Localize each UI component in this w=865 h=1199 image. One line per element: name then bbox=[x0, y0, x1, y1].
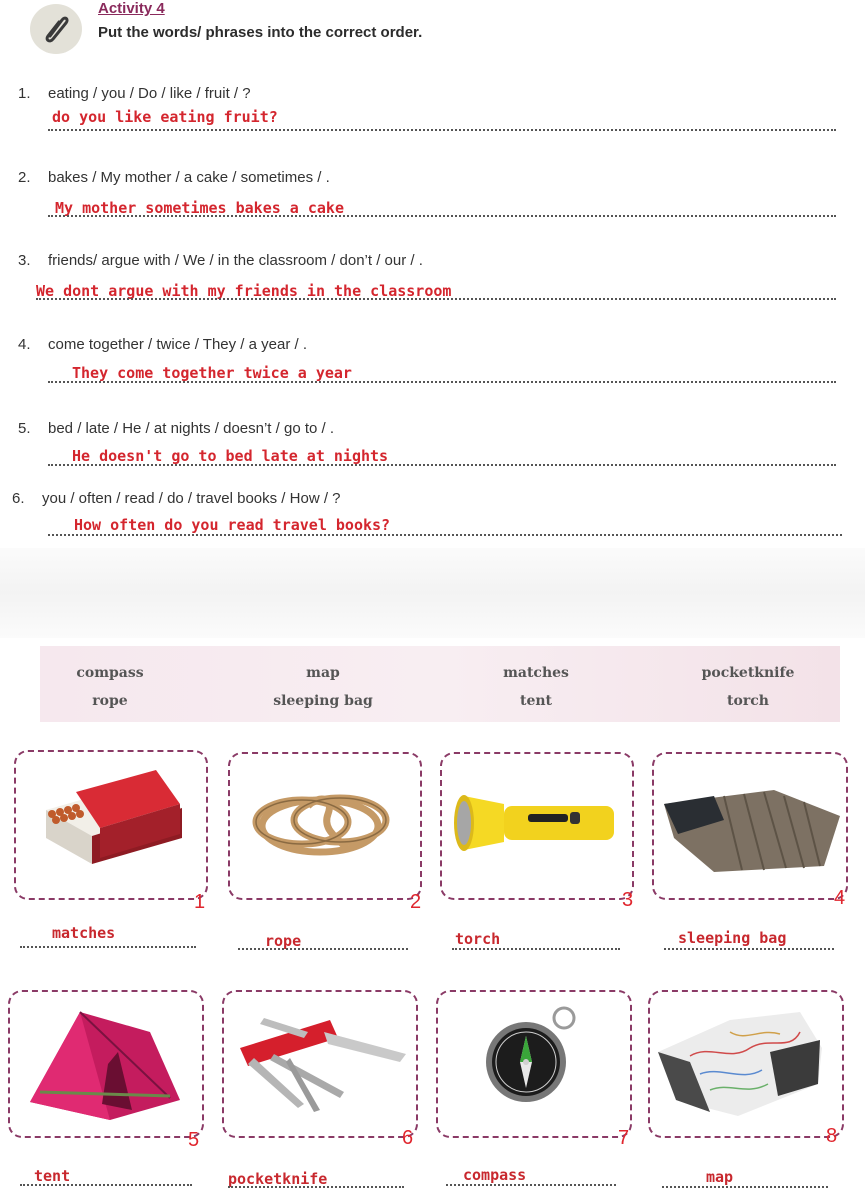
word-bank-item: compass bbox=[76, 665, 144, 681]
word-bank-item: torch bbox=[727, 693, 769, 709]
picture-card-8 bbox=[648, 990, 844, 1138]
card-answer-line-4 bbox=[664, 948, 834, 950]
question-number: 1. bbox=[18, 85, 31, 102]
question-prompt: friends/ argue with / We / in the classroom / don’t / our / . bbox=[48, 252, 423, 269]
paperclip-icon bbox=[42, 14, 70, 44]
question-3 bbox=[18, 252, 423, 269]
word-bank-item: matches bbox=[503, 665, 569, 681]
sleeping-bag-picture bbox=[654, 754, 842, 894]
tent-picture bbox=[10, 992, 198, 1132]
answer-1: do you like eating fruit? bbox=[52, 108, 278, 126]
word-bank-item: rope bbox=[92, 693, 128, 709]
activity-instruction: Put the words/ phrases into the correct order. bbox=[98, 24, 423, 41]
card-number-4: 4 bbox=[834, 887, 846, 909]
question-5 bbox=[18, 420, 334, 437]
card-answer-line-6 bbox=[228, 1186, 404, 1188]
answer-line-3 bbox=[36, 298, 836, 300]
word-bank-item: pocketknife bbox=[701, 665, 795, 681]
picture-card-7 bbox=[436, 990, 632, 1138]
card-number-1: 1 bbox=[194, 891, 206, 913]
faded-band bbox=[0, 548, 865, 638]
answer-3: We dont argue with my friends in the classroom bbox=[36, 282, 452, 300]
card-answer-5: tent bbox=[34, 1167, 71, 1185]
word-bank-item: sleeping bag bbox=[273, 693, 373, 709]
question-prompt: come together / twice / They / a year / . bbox=[48, 336, 308, 353]
answer-line-5 bbox=[48, 464, 836, 466]
card-answer-6: pocketknife bbox=[228, 1170, 328, 1188]
picture-card-2 bbox=[228, 752, 422, 900]
question-number: 4. bbox=[18, 336, 31, 353]
answer-line-6 bbox=[48, 534, 842, 536]
activity-badge bbox=[30, 4, 82, 54]
activity-title: Activity 4 bbox=[98, 0, 165, 17]
picture-card-1 bbox=[14, 750, 208, 900]
pocketknife-picture bbox=[224, 992, 412, 1132]
card-answer-line-5 bbox=[20, 1184, 192, 1186]
card-answer-line-1 bbox=[20, 946, 196, 948]
card-answer-7: compass bbox=[463, 1166, 527, 1184]
question-prompt: you / often / read / do / travel books / How / ? bbox=[42, 490, 341, 507]
card-answer-line-2 bbox=[238, 948, 408, 950]
card-answer-1: matches bbox=[52, 924, 116, 942]
card-answer-8: map bbox=[706, 1168, 734, 1186]
question-1 bbox=[18, 85, 251, 102]
word-bank-item: map bbox=[306, 665, 340, 681]
card-answer-3: torch bbox=[455, 930, 501, 948]
question-number: 5. bbox=[18, 420, 31, 437]
question-number: 6. bbox=[12, 490, 25, 507]
question-4 bbox=[18, 336, 307, 353]
map-picture bbox=[650, 992, 838, 1132]
card-number-6: 6 bbox=[402, 1127, 414, 1149]
rope-picture bbox=[230, 754, 416, 894]
card-answer-4: sleeping bag bbox=[678, 929, 787, 947]
answer-5: He doesn't go to bed late at nights bbox=[72, 447, 389, 465]
question-6 bbox=[12, 490, 341, 507]
matches-picture bbox=[16, 752, 202, 894]
card-number-3: 3 bbox=[622, 889, 634, 911]
answer-line-2 bbox=[48, 215, 836, 217]
picture-card-3 bbox=[440, 752, 634, 900]
card-answer-line-3 bbox=[452, 948, 620, 950]
question-number: 2. bbox=[18, 169, 31, 186]
question-prompt: eating / you / Do / like / fruit / ? bbox=[48, 85, 251, 102]
picture-card-6 bbox=[222, 990, 418, 1138]
answer-2: My mother sometimes bakes a cake bbox=[55, 199, 344, 217]
question-prompt: bakes / My mother / a cake / sometimes / . bbox=[48, 169, 330, 186]
answer-line-4 bbox=[48, 381, 836, 383]
word-bank bbox=[40, 646, 840, 722]
compass-picture bbox=[438, 992, 626, 1132]
card-number-7: 7 bbox=[618, 1127, 630, 1149]
torch-picture bbox=[442, 754, 628, 894]
answer-6: How often do you read travel books? bbox=[74, 516, 391, 534]
question-2 bbox=[18, 169, 330, 186]
answer-line-1 bbox=[48, 129, 836, 131]
word-bank-item: tent bbox=[519, 693, 553, 709]
picture-card-5 bbox=[8, 990, 204, 1138]
question-number: 3. bbox=[18, 252, 31, 269]
question-prompt: bed / late / He / at nights / doesn’t / go to / . bbox=[48, 420, 335, 437]
card-answer-2: rope bbox=[265, 932, 302, 950]
card-number-8: 8 bbox=[826, 1125, 838, 1147]
card-number-2: 2 bbox=[410, 891, 422, 913]
card-answer-line-8 bbox=[662, 1186, 828, 1188]
picture-card-4 bbox=[652, 752, 848, 900]
card-answer-line-7 bbox=[446, 1184, 616, 1186]
answer-4: They come together twice a year bbox=[72, 364, 352, 382]
card-number-5: 5 bbox=[188, 1129, 200, 1151]
